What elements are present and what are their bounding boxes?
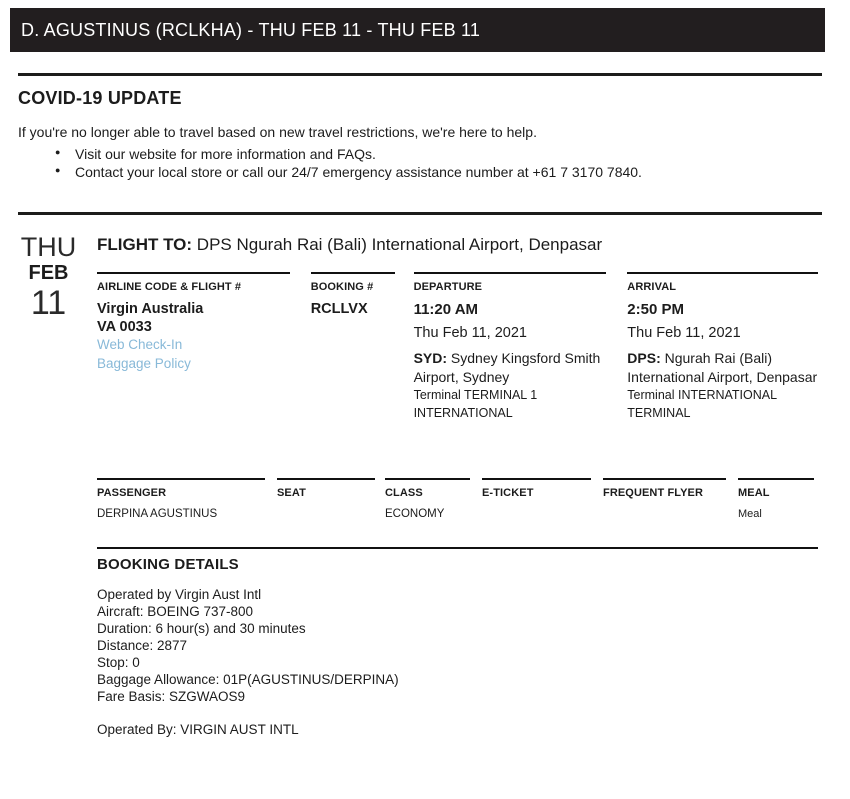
flight-info-row [97,272,818,422]
flight-to-destination: DPS Ngurah Rai (Bali) International Airport, Denpasar [196,235,603,254]
meal-column-header: MEAL [738,487,770,499]
departure-date: Thu Feb 11, 2021 [413,325,527,341]
departure-column [414,272,607,422]
eticket-value [482,506,591,507]
flight-to-label: FLIGHT TO: [97,235,193,254]
booking-detail-fare-basis: Fare Basis: SZGWAOS9 [97,689,246,704]
seat-value [277,506,375,507]
class-column [385,478,470,521]
booking-detail-stops: Stop: 0 [97,655,140,670]
booking-details-heading: BOOKING DETAILS [97,556,239,573]
booking-details-lines [97,586,818,705]
flight-number: VA 0033 [97,319,152,335]
covid-intro-text: If you're no longer able to travel based on new travel restrictions, we're here to help. [18,124,537,140]
seat-column [277,478,375,521]
seat-column-header: SEAT [277,487,306,499]
airline-column-header: AIRLINE CODE & FLIGHT # [97,281,242,293]
arrival-airport [627,349,818,386]
itinerary-page [0,8,850,799]
arrival-column-header: ARRIVAL [627,281,677,293]
class-column-header: CLASS [385,487,423,499]
departure-airport [414,349,607,386]
booking-column [311,272,395,422]
arrival-airport-name: Ngurah Rai (Bali) International Airport, Denpasar [627,350,818,385]
flight-details [97,232,818,737]
divider-flight [18,212,822,215]
eticket-column-header: E-TICKET [482,487,534,499]
operated-by-text: Operated By: VIRGIN AUST INTL [97,722,299,737]
airline-name: Virgin Australia [97,301,204,317]
departure-airport-code: SYD: [413,350,448,366]
frequent-flyer-column-header: FREQUENT FLYER [603,487,704,499]
arrival-time: 2:50 PM [627,301,684,318]
page-title: D. AGUSTINUS (RCLKHA) - THU FEB 11 - THU FEB 11 [21,19,481,40]
divider-top [18,73,822,76]
frequent-flyer-value [603,506,726,507]
arrival-column [627,272,818,422]
meal-column [738,478,814,521]
arrival-date: Thu Feb 11, 2021 [627,325,741,341]
flight-date-block [0,232,97,737]
flight-to-title [97,232,818,255]
departure-column-header: DEPARTURE [413,281,483,293]
passenger-column-header: PASSENGER [97,487,167,499]
class-value: ECONOMY [385,508,445,520]
eticket-column [482,478,591,521]
covid-bullet-list [18,145,822,181]
frequent-flyer-column [603,478,726,521]
booking-details-section [97,547,818,737]
title-bar [10,8,825,52]
passenger-name: DERPINA AGUSTINUS [97,508,218,520]
covid-bullet-item: ● Contact your local store or call our 24/7 emergency assistance number at +61 7 3170 7840. [18,163,822,181]
flight-date-weekday: THU [20,232,77,262]
covid-heading: COVID-19 UPDATE [18,88,182,108]
booking-detail-operated-by: Operated by Virgin Aust Intl [97,587,262,602]
arrival-terminal: Terminal INTERNATIONAL TERMINAL [627,388,777,420]
booking-detail-aircraft: Aircraft: BOEING 737-800 [97,604,254,619]
web-check-in-link[interactable]: Web Check-In [97,337,183,352]
booking-column-header: BOOKING # [310,281,374,293]
departure-time: 11:20 AM [413,301,479,318]
flight-date-day: 11 [30,284,67,322]
passenger-column [97,478,265,521]
passenger-row [97,478,818,521]
arrival-airport-code: DPS: [627,350,661,366]
airline-column [97,272,290,422]
departure-airport-name: Sydney Kingsford Smith Airport, Sydney [413,350,601,385]
baggage-policy-link[interactable]: Baggage Policy [97,355,191,371]
covid-bullet-item: ● Visit our website for more information and FAQs. [18,145,822,163]
booking-detail-baggage-allowance: Baggage Allowance: 01P(AGUSTINUS/DERPINA) [97,672,399,687]
covid-section [18,88,822,181]
booking-detail-distance: Distance: 2877 [97,638,188,653]
flight-date-month: FEB [28,262,69,284]
booking-code: RCLLVX [310,301,368,317]
flight-section [0,232,850,737]
departure-terminal: Terminal TERMINAL 1 INTERNATIONAL [413,388,538,420]
booking-detail-duration: Duration: 6 hour(s) and 30 minutes [97,621,306,636]
meal-value: Meal [738,508,762,520]
